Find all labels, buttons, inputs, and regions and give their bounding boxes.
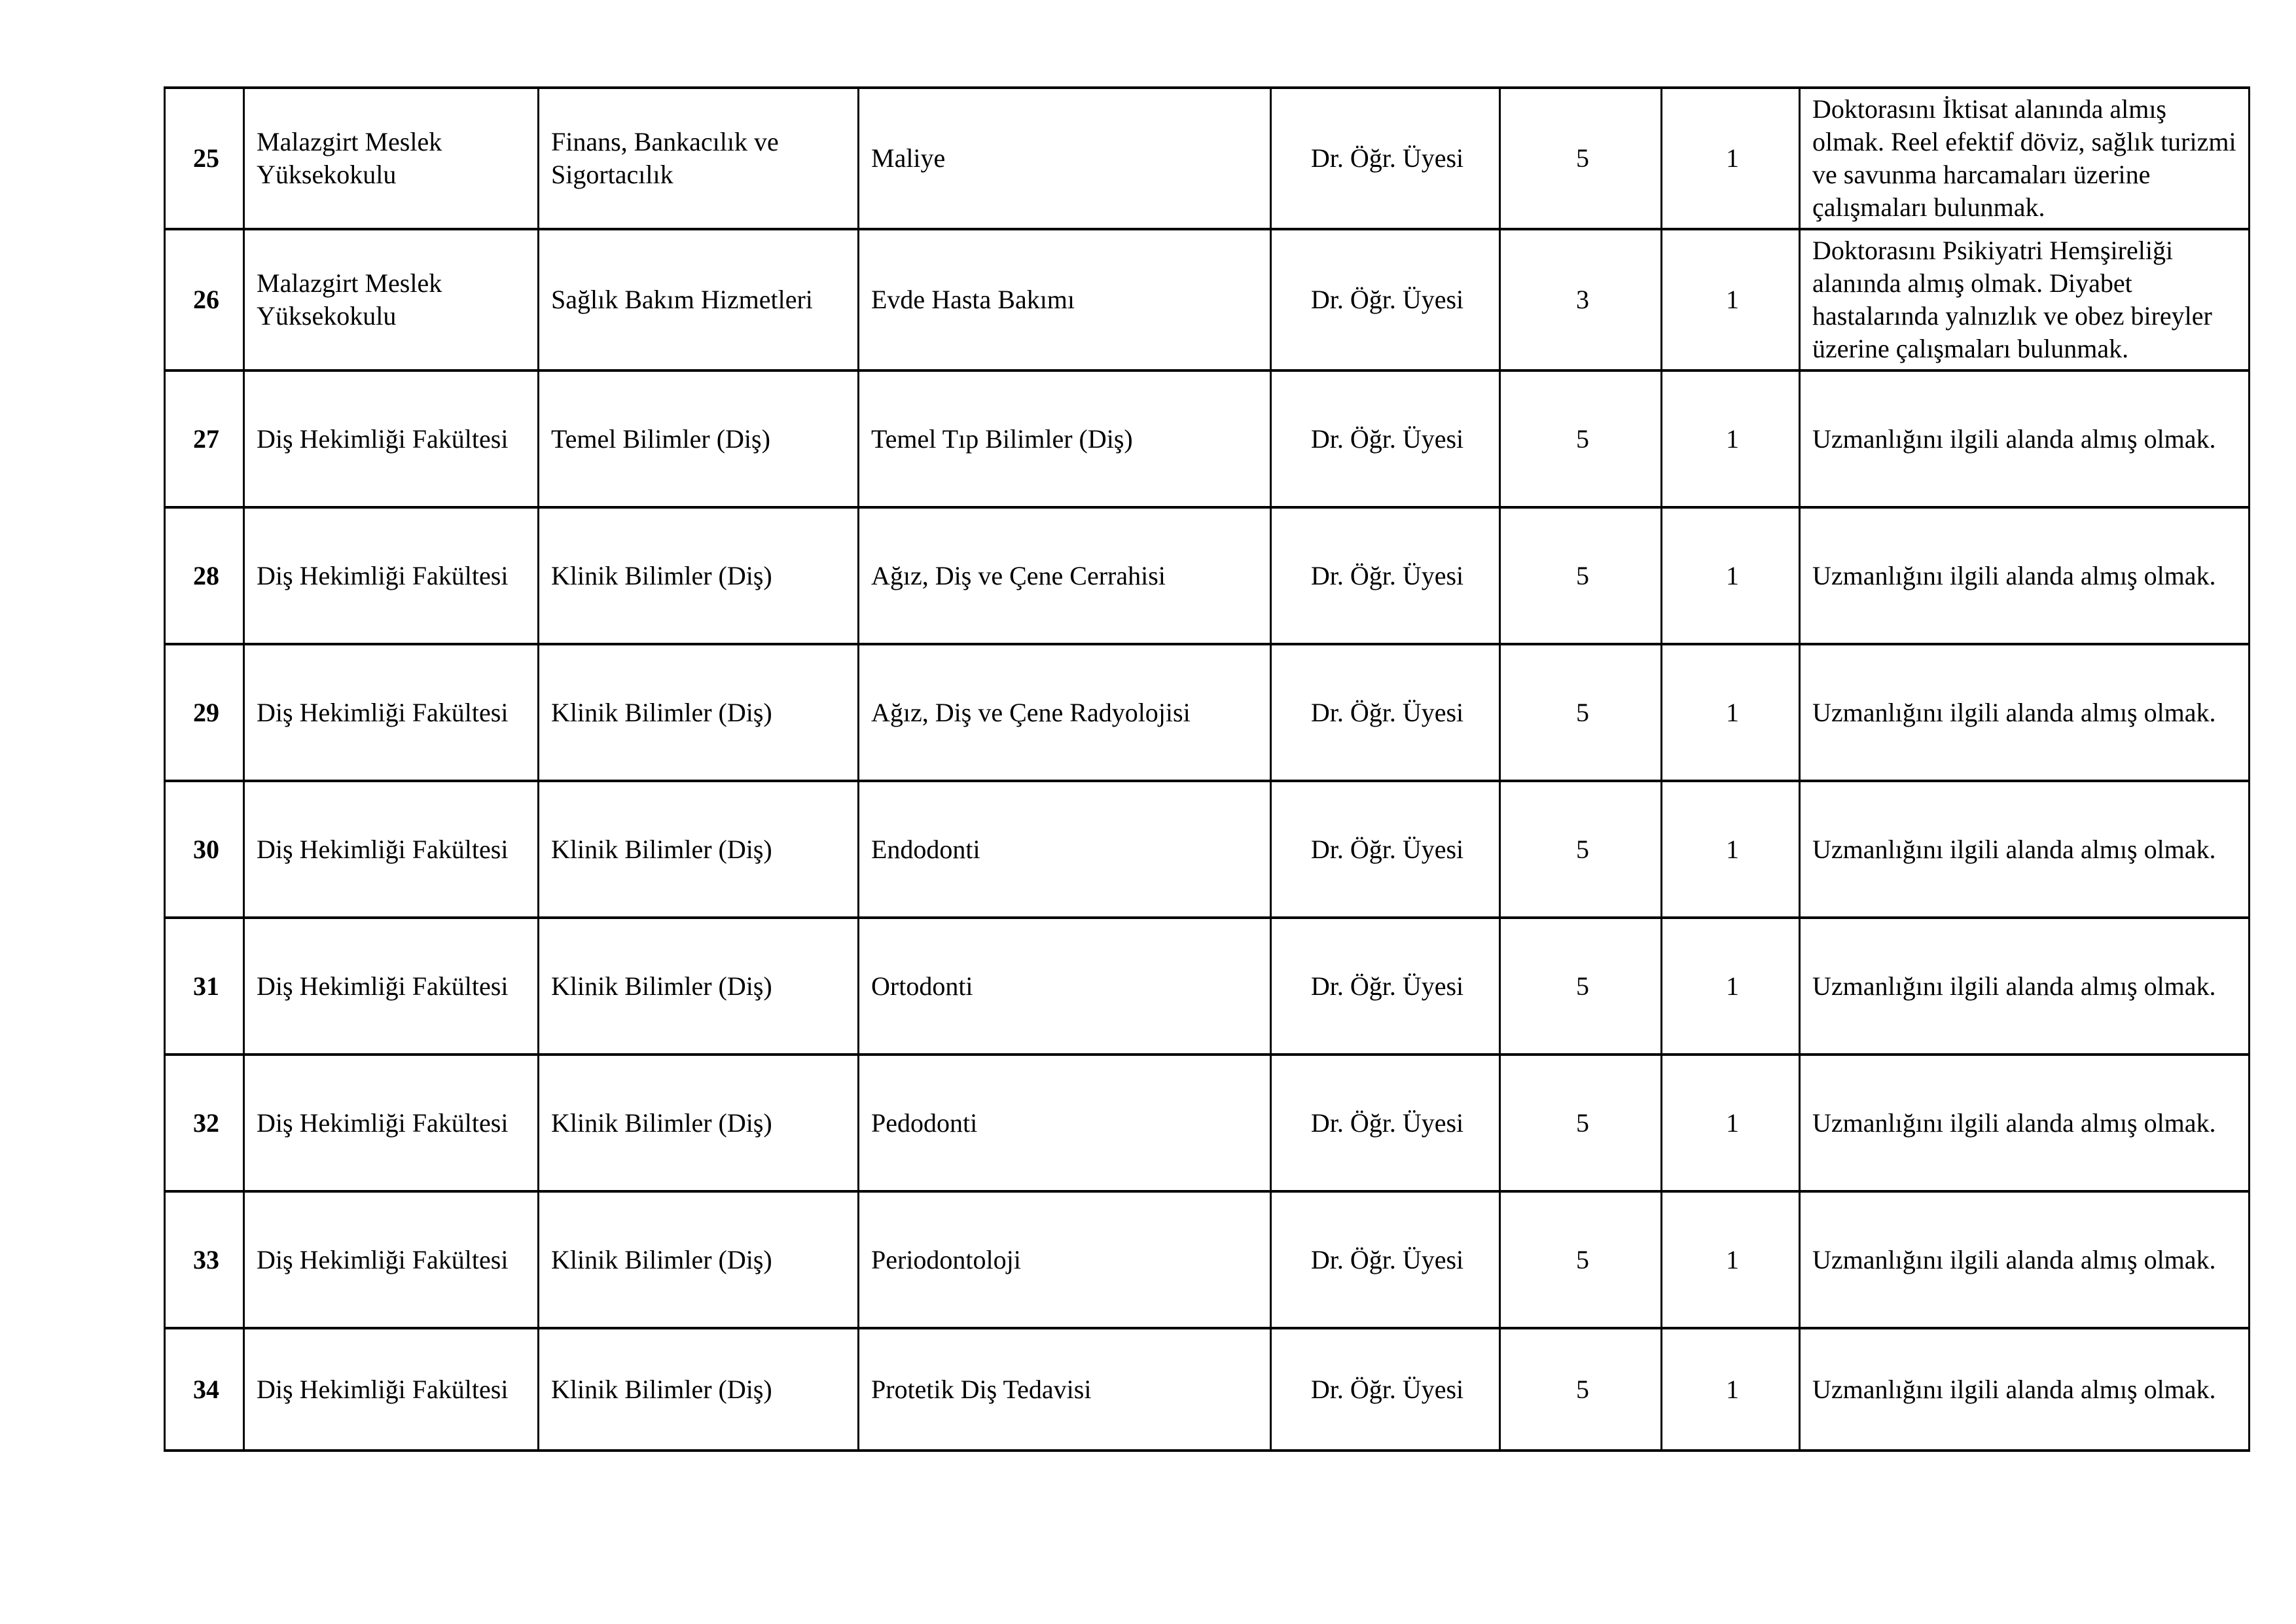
cell-department: Finans, Bankacılık ve Sigortacılık — [539, 88, 859, 229]
cell-grade: 3 — [1500, 229, 1662, 370]
cell-department: Sağlık Bakım Hizmetleri — [539, 229, 859, 370]
cell-quota: 1 — [1662, 1191, 1800, 1328]
cell-quota: 1 — [1662, 88, 1800, 229]
cell-requirement: Doktorasını İktisat alanında almış olmak. Reel efektif döviz, sağlık turizmi ve savunma harcamaları üzerine çalışmaları bulunmak. — [1800, 88, 2250, 229]
cell-department: Klinik Bilimler (Diş) — [539, 1328, 859, 1451]
cell-quota: 1 — [1662, 644, 1800, 781]
cell-grade: 5 — [1500, 1328, 1662, 1451]
cell-department: Klinik Bilimler (Diş) — [539, 507, 859, 644]
cell-quota: 1 — [1662, 1328, 1800, 1451]
table-row — [165, 88, 2250, 229]
cell-department: Klinik Bilimler (Diş) — [539, 644, 859, 781]
cell-title: Dr. Öğr. Üyesi — [1271, 370, 1500, 507]
cell-faculty: Diş Hekimliği Fakültesi — [244, 507, 539, 644]
cell-requirement: Uzmanlığını ilgili alanda almış olmak. — [1800, 781, 2250, 918]
cell-faculty: Diş Hekimliği Fakültesi — [244, 370, 539, 507]
table-row — [165, 644, 2250, 781]
table-row — [165, 1055, 2250, 1191]
cell-row-number: 34 — [165, 1328, 244, 1451]
cell-title: Dr. Öğr. Üyesi — [1271, 1191, 1500, 1328]
table-row — [165, 1191, 2250, 1328]
cell-department: Klinik Bilimler (Diş) — [539, 1055, 859, 1191]
cell-title: Dr. Öğr. Üyesi — [1271, 1328, 1500, 1451]
cell-faculty: Diş Hekimliği Fakültesi — [244, 781, 539, 918]
cell-department: Temel Bilimler (Diş) — [539, 370, 859, 507]
cell-program: Ağız, Diş ve Çene Radyolojisi — [859, 644, 1271, 781]
cell-grade: 5 — [1500, 781, 1662, 918]
cell-grade: 5 — [1500, 918, 1662, 1055]
cell-requirement: Uzmanlığını ilgili alanda almış olmak. — [1800, 507, 2250, 644]
cell-program: Endodonti — [859, 781, 1271, 918]
cell-grade: 5 — [1500, 370, 1662, 507]
table-row — [165, 507, 2250, 644]
cell-program: Temel Tıp Bilimler (Diş) — [859, 370, 1271, 507]
cell-faculty: Diş Hekimliği Fakültesi — [244, 1328, 539, 1451]
cell-department: Klinik Bilimler (Diş) — [539, 781, 859, 918]
cell-requirement: Uzmanlığını ilgili alanda almış olmak. — [1800, 1328, 2250, 1451]
cell-quota: 1 — [1662, 229, 1800, 370]
cell-title: Dr. Öğr. Üyesi — [1271, 1055, 1500, 1191]
cell-faculty: Malazgirt Meslek Yüksekokulu — [244, 229, 539, 370]
cell-requirement: Uzmanlığını ilgili alanda almış olmak. — [1800, 1055, 2250, 1191]
table-row — [165, 918, 2250, 1055]
cell-title: Dr. Öğr. Üyesi — [1271, 918, 1500, 1055]
cell-program: Evde Hasta Bakımı — [859, 229, 1271, 370]
cell-faculty: Diş Hekimliği Fakültesi — [244, 1055, 539, 1191]
cell-program: Ağız, Diş ve Çene Cerrahisi — [859, 507, 1271, 644]
table-row — [165, 370, 2250, 507]
cell-department: Klinik Bilimler (Diş) — [539, 918, 859, 1055]
cell-requirement: Doktorasını Psikiyatri Hemşireliği alanında almış olmak. Diyabet hastalarında yalnızlık ve obez bireyler üzerine çalışmaları bulunmak. — [1800, 229, 2250, 370]
cell-faculty: Diş Hekimliği Fakültesi — [244, 644, 539, 781]
cell-row-number: 28 — [165, 507, 244, 644]
cell-title: Dr. Öğr. Üyesi — [1271, 507, 1500, 644]
cell-program: Protetik Diş Tedavisi — [859, 1328, 1271, 1451]
cell-grade: 5 — [1500, 88, 1662, 229]
cell-row-number: 27 — [165, 370, 244, 507]
cell-row-number: 26 — [165, 229, 244, 370]
cell-quota: 1 — [1662, 507, 1800, 644]
cell-faculty: Diş Hekimliği Fakültesi — [244, 1191, 539, 1328]
cell-row-number: 29 — [165, 644, 244, 781]
cell-grade: 5 — [1500, 1191, 1662, 1328]
cell-row-number: 25 — [165, 88, 244, 229]
cell-title: Dr. Öğr. Üyesi — [1271, 644, 1500, 781]
cell-program: Maliye — [859, 88, 1271, 229]
cell-department: Klinik Bilimler (Diş) — [539, 1191, 859, 1328]
cell-quota: 1 — [1662, 918, 1800, 1055]
table-row — [165, 781, 2250, 918]
cell-quota: 1 — [1662, 1055, 1800, 1191]
cell-requirement: Uzmanlığını ilgili alanda almış olmak. — [1800, 644, 2250, 781]
cell-row-number: 33 — [165, 1191, 244, 1328]
table-row — [165, 229, 2250, 370]
cell-row-number: 32 — [165, 1055, 244, 1191]
cell-requirement: Uzmanlığını ilgili alanda almış olmak. — [1800, 918, 2250, 1055]
cell-requirement: Uzmanlığını ilgili alanda almış olmak. — [1800, 1191, 2250, 1328]
cell-row-number: 30 — [165, 781, 244, 918]
cell-program: Periodontoloji — [859, 1191, 1271, 1328]
table-row — [165, 1328, 2250, 1451]
cell-grade: 5 — [1500, 644, 1662, 781]
cell-quota: 1 — [1662, 781, 1800, 918]
page-document — [164, 86, 2250, 1452]
positions-table — [164, 86, 2250, 1452]
cell-faculty: Diş Hekimliği Fakültesi — [244, 918, 539, 1055]
cell-program: Ortodonti — [859, 918, 1271, 1055]
cell-quota: 1 — [1662, 370, 1800, 507]
cell-row-number: 31 — [165, 918, 244, 1055]
cell-program: Pedodonti — [859, 1055, 1271, 1191]
cell-requirement: Uzmanlığını ilgili alanda almış olmak. — [1800, 370, 2250, 507]
cell-grade: 5 — [1500, 1055, 1662, 1191]
cell-grade: 5 — [1500, 507, 1662, 644]
cell-title: Dr. Öğr. Üyesi — [1271, 781, 1500, 918]
cell-title: Dr. Öğr. Üyesi — [1271, 88, 1500, 229]
cell-title: Dr. Öğr. Üyesi — [1271, 229, 1500, 370]
cell-faculty: Malazgirt Meslek Yüksekokulu — [244, 88, 539, 229]
